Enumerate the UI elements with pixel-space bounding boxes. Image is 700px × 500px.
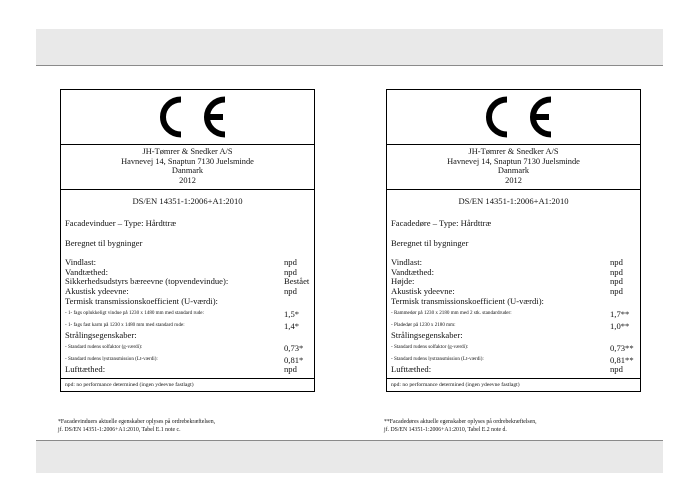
manufacturer-year: 2012 [505,176,522,186]
manufacturer-year: 2012 [179,176,196,186]
property-row: Sikkerhedsudstyrs bæreevne (topvendevindue): Bestået [65,276,310,287]
thermal-row: - 1- fags oplukkeligt vindue på 1230 x 1480 mm med standard rude: 1,5* [65,308,300,319]
standard-reference: DS/EN 14351-1:2006+A1:2010 [458,195,569,206]
radiation-header: Strålingsegenskaber: [65,329,137,340]
top-gray-band [36,29,663,66]
manufacturer-country: Danmark [171,166,204,176]
footnote-line: *Facadevinduers aktuelle egenskaber oplyses på ordrebekræftelsen, [58,419,216,425]
footnote-line: jf. DS/EN 14351-1:2006+A1:2010, Tabel E.2 note d. [384,426,507,433]
product-type: Facadevinduer – Type: Hårdttræ [65,217,177,228]
ce-mark-icon [472,95,556,139]
thermal-header: Termisk transmissionskoefficient (U-værdi): [65,296,218,306]
footnote-doors [384,419,654,435]
ce-label-doors [386,89,641,392]
intended-use: Beregnet til bygninger [391,237,469,248]
property-row: Vandtæthed: npd [391,266,623,277]
manufacturer-address: Havnevej 14, Snaptun 7130 Juelsminde [121,156,254,166]
manufacturer-name: JH-Tømrer & Snedker A/S [142,147,233,156]
thermal-row: - 1- fags fast karm på 1230 x 1480 mm med standard rude: 1,4* [65,320,300,331]
thermal-row: - Pladedør på 1230 x 2180 mm: 1,0** [391,320,630,331]
product-type: Facadedøre – Type: Hårdttræ [391,217,492,228]
thermal-row: - Rammedør på 1230 x 2180 mm med 2 stk. standardruder: 1,7** [391,308,630,319]
label-body [387,190,640,375]
air-tightness-row: Lufttæthed: npd [65,363,297,374]
property-row: Vindlast: npd [65,256,297,267]
manufacturer-name: JH-Tømrer & Snedker A/S [468,147,559,156]
bottom-gray-band [36,440,663,473]
footnote-windows [58,419,328,435]
air-tightness-row: Lufttæthed: npd [391,363,623,374]
ce-mark-icon [146,95,230,139]
property-row: Højde: npd [391,276,623,287]
footnote-line: jf. DS/EN 14351-1:2006+A1:2010, Tabel E.1 note c. [58,426,181,433]
footnote-line: **Facadedøres aktuelle egenskaber oplyses på ordrebekræftelsen, [384,419,537,425]
intended-use: Beregnet til bygninger [65,237,143,248]
property-row: Vandtæthed: npd [65,266,297,277]
ce-mark-box [387,90,640,145]
label-body [61,190,314,375]
radiation-row: - Standard rudens solfaktor (g-værdi): 0,73** [391,342,634,353]
ce-mark-box [61,90,314,145]
radiation-row: - Standard rudens solfaktor (g-værdi): 0,73* [65,342,304,353]
property-row: Akustisk ydeevne: npd [391,286,623,297]
manufacturer-block [387,145,640,190]
standard-reference: DS/EN 14351-1:2006+A1:2010 [132,195,243,206]
property-row: Akustisk ydeevne: npd [65,286,297,297]
manufacturer-country: Danmark [497,166,530,176]
npd-note: npd: no performance determined (ingen ydeevne fastlagt) [387,378,640,391]
thermal-header: Termisk transmissionskoefficient (U-værdi): [391,296,544,306]
radiation-row: - Standard rudens lystransmission (Lt-værdi): 0,81* [65,354,304,365]
manufacturer-block [61,145,314,190]
manufacturer-address: Havnevej 14, Snaptun 7130 Juelsminde [447,156,580,166]
radiation-header: Strålingsegenskaber: [391,329,463,340]
radiation-row: - Standard rudens lystransmission (Lt-værdi): 0,81** [391,354,634,365]
ce-label-windows [60,89,315,392]
property-row: Vindlast: npd [391,256,623,267]
npd-note: npd: no performance determined (ingen ydeevne fastlagt) [61,378,314,391]
